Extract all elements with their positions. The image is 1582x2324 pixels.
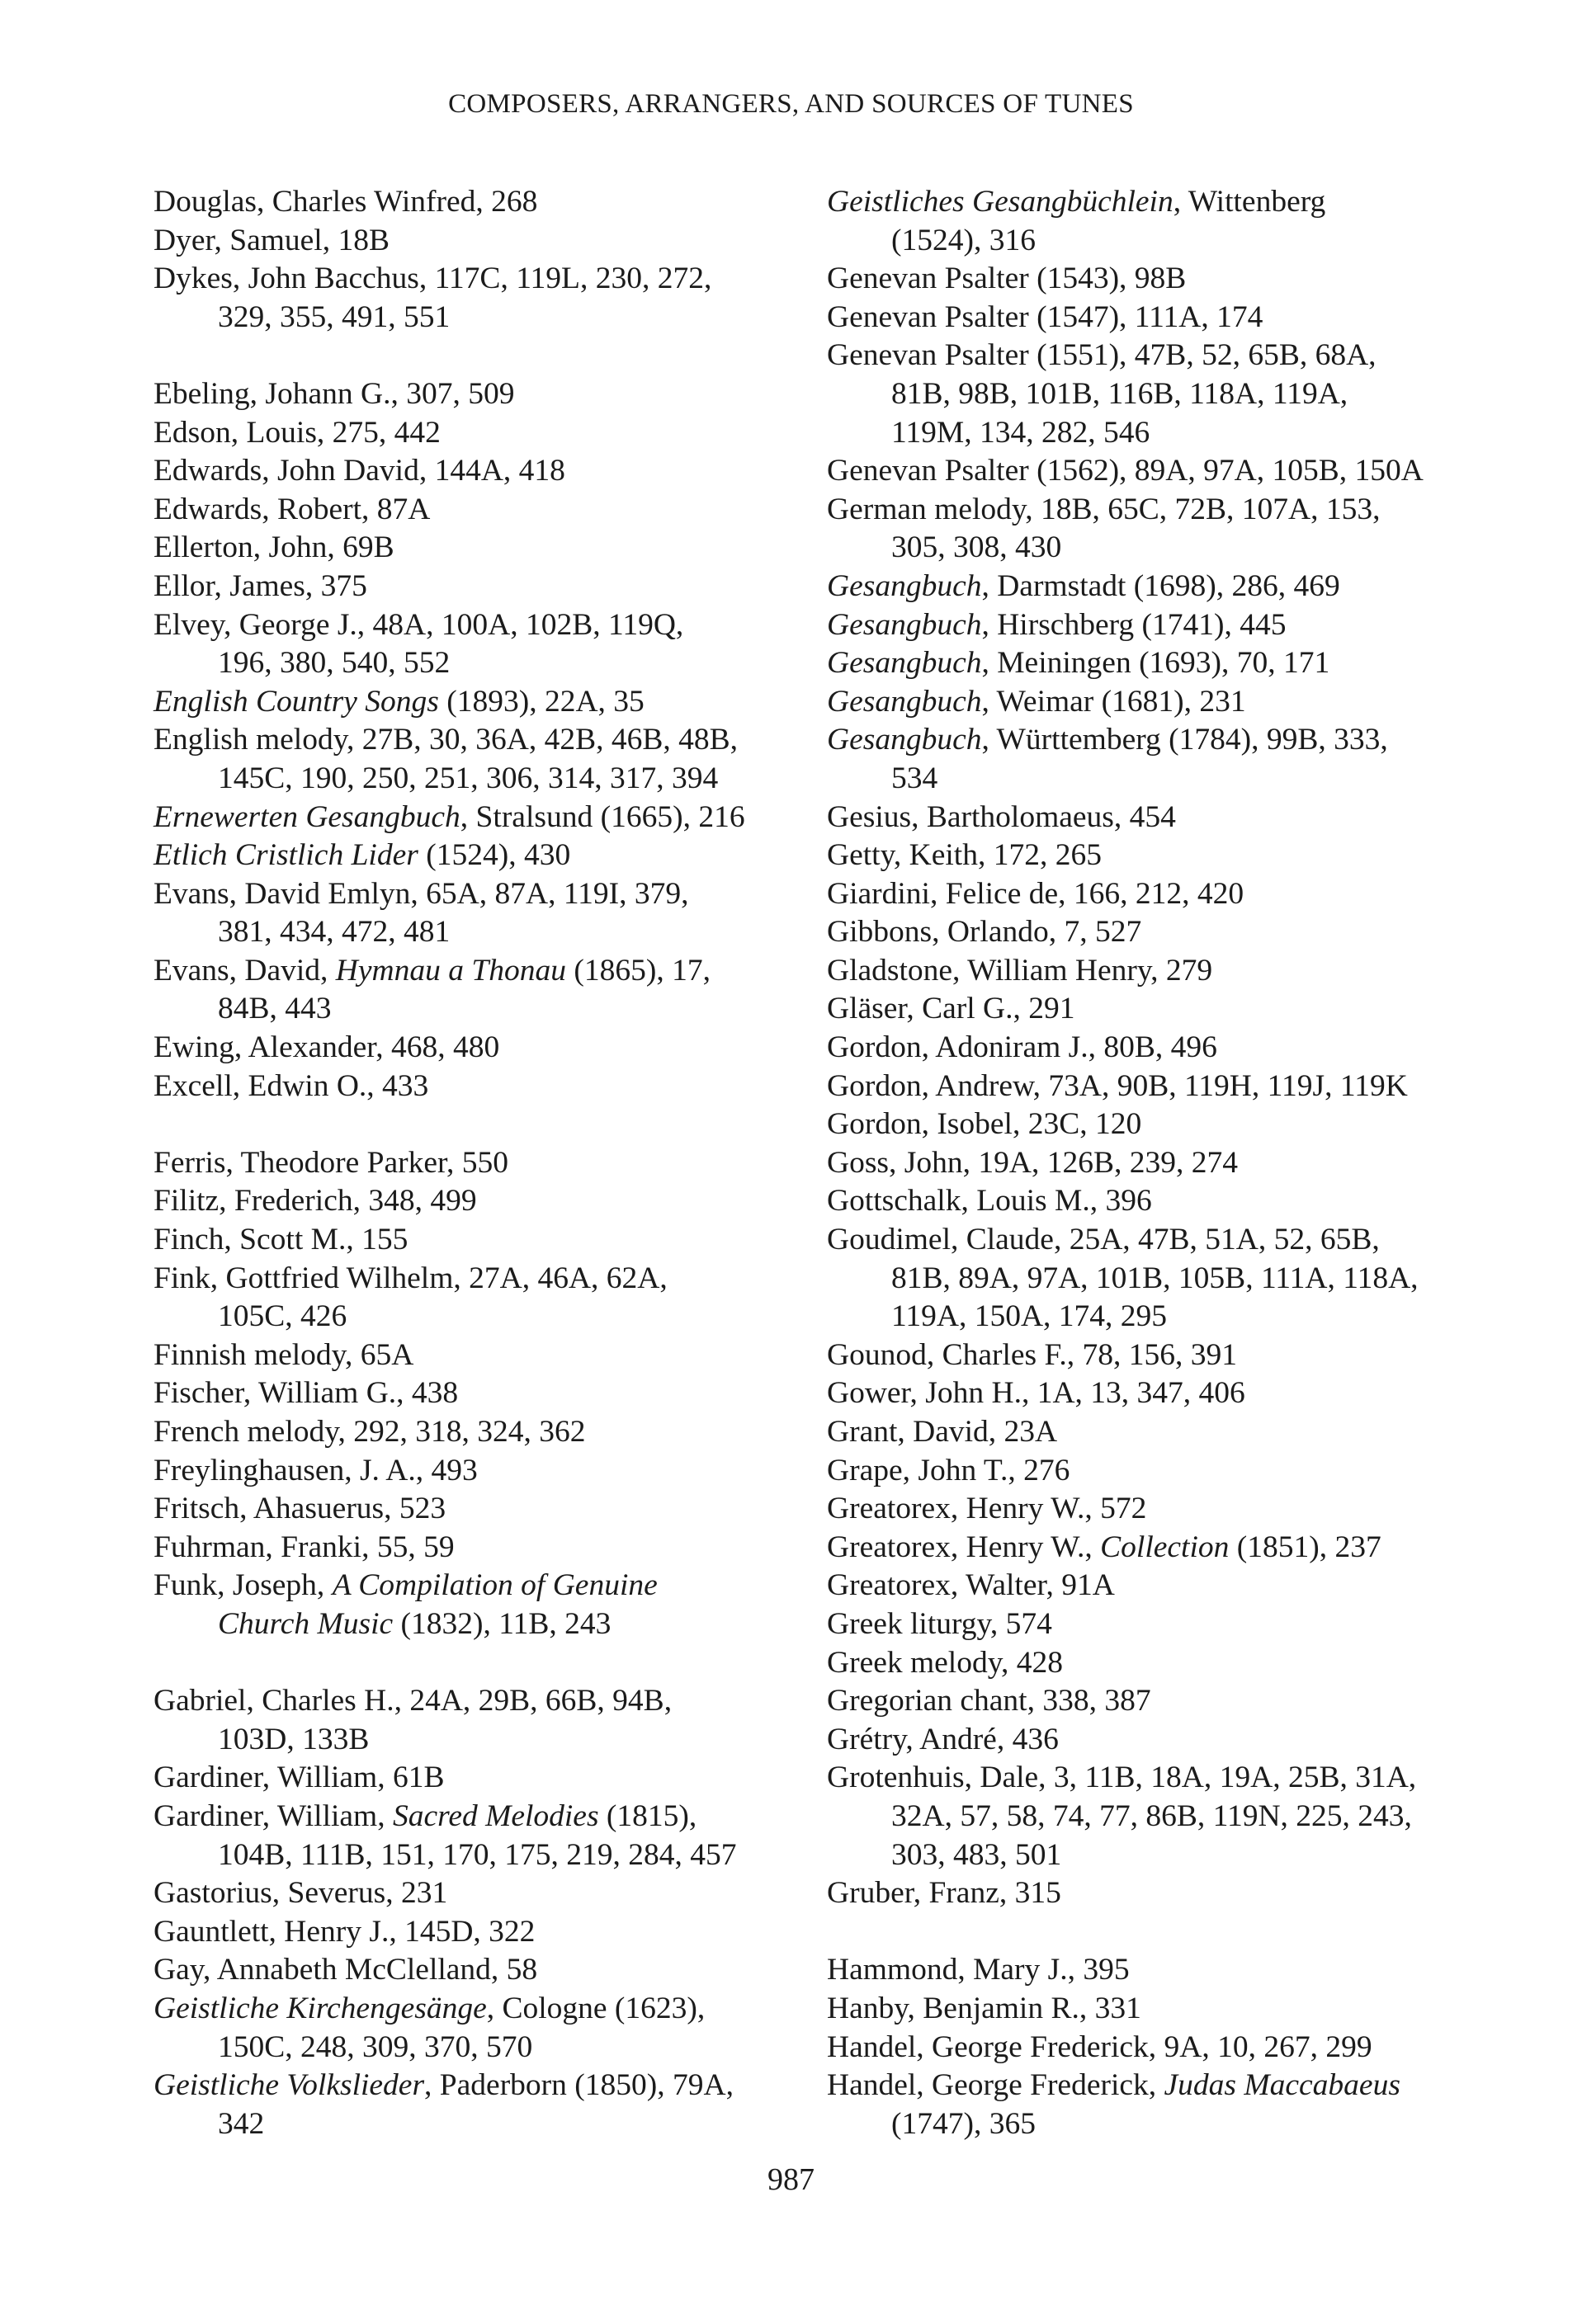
index-entry bbox=[827, 1413, 1454, 1452]
index-entry bbox=[827, 1182, 1454, 1221]
letter-group-gap bbox=[153, 337, 814, 375]
index-entry-title: Sacred Melodies bbox=[392, 1798, 599, 1833]
index-entry bbox=[153, 375, 814, 414]
index-entry bbox=[153, 1068, 814, 1106]
index-entry bbox=[153, 222, 814, 261]
index-entry-text: Finch, Scott M., 155 bbox=[153, 1223, 408, 1257]
index-entry bbox=[827, 1874, 1454, 1913]
index-entry bbox=[153, 1490, 814, 1529]
index-entry-text: Fink, Gottfried Wilhelm, 27A, 46A, 62A, 105C, 426 bbox=[153, 1261, 668, 1334]
index-entry bbox=[827, 1990, 1454, 2029]
index-entry-text: (1832), 11B, 243 bbox=[393, 1606, 612, 1641]
index-entry-text: Gordon, Andrew, 73A, 90B, 119H, 119J, 119K bbox=[827, 1068, 1408, 1103]
index-entry-text: , Hirschberg (1741), 445 bbox=[981, 607, 1287, 642]
index-entry bbox=[827, 1068, 1454, 1106]
letter-group-gap bbox=[827, 1913, 1454, 1952]
index-entry-title: Ernewerten Gesangbuch bbox=[153, 799, 460, 834]
index-entry bbox=[827, 1682, 1454, 1721]
index-entry bbox=[827, 721, 1454, 798]
index-entry bbox=[153, 952, 814, 1029]
index-entry bbox=[153, 1798, 814, 1874]
index-entry-title: Geistliche Volkslieder bbox=[153, 2068, 425, 2103]
index-entry-title: Geistliche Kirchengesänge bbox=[153, 1991, 487, 2025]
index-entry-title: Etlich Cristlich Lider bbox=[153, 838, 418, 873]
index-entry-text: Dyer, Samuel, 18B bbox=[153, 223, 390, 257]
index-entry bbox=[827, 491, 1454, 568]
index-entry-text: Fuhrman, Franki, 55, 59 bbox=[153, 1530, 455, 1564]
index-entry-title: Hymnau a Thonau bbox=[335, 953, 566, 988]
index-entry bbox=[153, 452, 814, 491]
index-entry bbox=[827, 2067, 1454, 2143]
index-entry-text: Elvey, George J., 48A, 100A, 102B, 119Q, 196, 380, 540, 552 bbox=[153, 607, 684, 681]
index-entry bbox=[827, 568, 1454, 606]
index-entry bbox=[827, 913, 1454, 952]
index-entry-text: Ferris, Theodore Parker, 550 bbox=[153, 1145, 508, 1180]
index-entry bbox=[153, 1452, 814, 1491]
index-entry-text: Handel, George Frederick, bbox=[827, 2068, 1164, 2103]
index-entry-text: (1893), 22A, 35 bbox=[438, 684, 645, 719]
index-entry-text: Funk, Joseph, bbox=[153, 1568, 333, 1603]
index-entry-text: , Württemberg (1784), 99B, 333, 534 bbox=[891, 723, 1388, 795]
index-entry bbox=[827, 1144, 1454, 1183]
index-entry bbox=[827, 1105, 1454, 1144]
index-entry-text: , Paderborn (1850), 79A, 342 bbox=[218, 2068, 734, 2141]
index-entry-text: Gounod, Charles F., 78, 156, 391 bbox=[827, 1337, 1237, 1372]
index-entry-title: Collection bbox=[1100, 1530, 1230, 1564]
index-entry-text: Hanby, Benjamin R., 331 bbox=[827, 1991, 1141, 2025]
index-entry bbox=[827, 2029, 1454, 2067]
index-entry bbox=[153, 606, 814, 683]
index-entry bbox=[153, 683, 814, 722]
index-entry-text: Douglas, Charles Winfred, 268 bbox=[153, 185, 538, 219]
index-entry bbox=[827, 1029, 1454, 1068]
index-entry bbox=[153, 260, 814, 337]
index-entry bbox=[827, 606, 1454, 645]
index-entry-title: English Country Songs bbox=[153, 684, 439, 719]
index-entry bbox=[827, 1721, 1454, 1760]
index-entry-text: Giardini, Felice de, 166, 212, 420 bbox=[827, 876, 1244, 911]
index-entry-text: English melody, 27B, 30, 36A, 42B, 46B, 48B, 145C, 190, 250, 251, 306, 314, 317, 394 bbox=[153, 723, 739, 795]
index-entry bbox=[827, 837, 1454, 875]
index-column-left bbox=[153, 183, 814, 2143]
index-entry-text: Grotenhuis, Dale, 3, 11B, 18A, 19A, 25B, 31A, 32A, 57, 58, 74, 77, 86B, 119N, 225, 243, 303, 483, 501 bbox=[827, 1761, 1417, 1872]
index-entry-text: Genevan Psalter (1543), 98B bbox=[827, 262, 1187, 296]
index-entry-text: Fritsch, Ahasuerus, 523 bbox=[153, 1492, 446, 1526]
index-entry-text: Greatorex, Henry W., bbox=[827, 1530, 1101, 1564]
index-entry-text: Goss, John, 19A, 126B, 239, 274 bbox=[827, 1145, 1238, 1180]
index-entry-title: Judas Maccabaeus bbox=[1164, 2068, 1400, 2103]
index-entry-text: Gauntlett, Henry J., 145D, 322 bbox=[153, 1914, 536, 1949]
index-entry-text: Gay, Annabeth McClelland, 58 bbox=[153, 1953, 538, 1987]
index-entry-title: Geistliches Gesangbüchlein bbox=[827, 185, 1174, 219]
index-entry bbox=[153, 1336, 814, 1375]
index-entry bbox=[153, 1529, 814, 1567]
index-entry-title: Gesangbuch bbox=[827, 607, 982, 642]
index-entry bbox=[153, 1413, 814, 1452]
index-entry bbox=[827, 1567, 1454, 1605]
index-entry-text: Grétry, André, 436 bbox=[827, 1722, 1059, 1756]
index-entry-text: Grape, John T., 276 bbox=[827, 1453, 1070, 1487]
index-entry-text: Gibbons, Orlando, 7, 527 bbox=[827, 915, 1142, 950]
index-entry-text: Greatorex, Henry W., 572 bbox=[827, 1492, 1147, 1526]
index-entry bbox=[153, 1260, 814, 1336]
index-entry bbox=[827, 1374, 1454, 1413]
letter-group-gap bbox=[153, 1644, 814, 1683]
index-entry bbox=[153, 1144, 814, 1183]
index-entry bbox=[153, 1029, 814, 1068]
index-entry-text: Ellor, James, 375 bbox=[153, 568, 367, 603]
index-entry-text: Greek liturgy, 574 bbox=[827, 1606, 1052, 1641]
index-entry-text: , Weimar (1681), 231 bbox=[981, 684, 1246, 719]
index-entry bbox=[827, 299, 1454, 337]
index-entry-text: Gastorius, Severus, 231 bbox=[153, 1876, 448, 1911]
index-entry bbox=[827, 1529, 1454, 1567]
index-entry-text: Gower, John H., 1A, 13, 347, 406 bbox=[827, 1376, 1245, 1411]
index-entry-text: Gabriel, Charles H., 24A, 29B, 66B, 94B, 103D, 133B bbox=[153, 1684, 673, 1756]
page-number: 987 bbox=[767, 2162, 815, 2197]
index-entry-title: Gesangbuch bbox=[827, 723, 982, 757]
index-entry-text: Goudimel, Claude, 25A, 47B, 51A, 52, 65B, 81B, 89A, 97A, 101B, 105B, 111A, 118A, 119A, 150A, 174, 295 bbox=[827, 1223, 1419, 1334]
index-entry bbox=[827, 799, 1454, 837]
index-entry-text: , Darmstadt (1698), 286, 469 bbox=[981, 568, 1340, 603]
index-entry-text: Genevan Psalter (1547), 111A, 174 bbox=[827, 299, 1263, 334]
index-entry-text: Evans, David Emlyn, 65A, 87A, 119I, 379, 381, 434, 472, 481 bbox=[153, 876, 689, 950]
index-entry-text: Getty, Keith, 172, 265 bbox=[827, 838, 1102, 873]
index-entry-text: Edson, Louis, 275, 442 bbox=[153, 415, 441, 450]
index-entry bbox=[827, 1759, 1454, 1874]
index-entry-text: Dykes, John Bacchus, 117C, 119L, 230, 272, 329, 355, 491, 551 bbox=[153, 262, 712, 334]
index-entry-text: Gläser, Carl G., 291 bbox=[827, 992, 1075, 1026]
index-entry bbox=[153, 1874, 814, 1913]
index-entry-text: (1851), 237 bbox=[1229, 1530, 1381, 1564]
index-entry-text: Gottschalk, Louis M., 396 bbox=[827, 1184, 1152, 1219]
index-entry bbox=[153, 1682, 814, 1759]
letter-group-gap bbox=[153, 1105, 814, 1144]
index-entry bbox=[827, 952, 1454, 991]
index-entry-text: Hammond, Mary J., 395 bbox=[827, 1953, 1130, 1987]
index-column-right bbox=[827, 183, 1454, 2143]
index-entry-text: Grant, David, 23A bbox=[827, 1415, 1058, 1449]
index-entry bbox=[153, 1759, 814, 1798]
index-entry-text: Gregorian chant, 338, 387 bbox=[827, 1684, 1151, 1718]
index-entry-text: Evans, David, bbox=[153, 953, 336, 988]
index-entry bbox=[827, 683, 1454, 722]
index-entry bbox=[153, 1374, 814, 1413]
index-entry-text: Gordon, Isobel, 23C, 120 bbox=[827, 1107, 1142, 1142]
index-entry bbox=[827, 1452, 1454, 1491]
index-entry bbox=[153, 2067, 814, 2143]
index-entry bbox=[827, 644, 1454, 683]
index-entry-text: Edwards, John David, 144A, 418 bbox=[153, 454, 565, 488]
index-entry-text: (1524), 430 bbox=[418, 838, 571, 873]
index-entry-title: Gesangbuch bbox=[827, 568, 982, 603]
index-entry bbox=[153, 1221, 814, 1260]
index-entry-text: Gruber, Franz, 315 bbox=[827, 1876, 1061, 1911]
index-entry-text: Gordon, Adoniram J., 80B, 496 bbox=[827, 1030, 1217, 1065]
index-entry bbox=[153, 1567, 814, 1643]
index-entry-text: Greatorex, Walter, 91A bbox=[827, 1568, 1115, 1603]
index-entry-text: Filitz, Frederich, 348, 499 bbox=[153, 1184, 477, 1219]
index-entry-text: Finnish melody, 65A bbox=[153, 1337, 414, 1372]
index-entry-text: Genevan Psalter (1562), 89A, 97A, 105B, 150A bbox=[827, 454, 1424, 488]
index-entry bbox=[827, 183, 1454, 260]
index-entry-text: , Wittenberg (1524), 316 bbox=[891, 185, 1326, 257]
index-entry-text: Greek melody, 428 bbox=[827, 1645, 1064, 1680]
index-entry bbox=[827, 1490, 1454, 1529]
index-entry-text: Freylinghausen, J. A., 493 bbox=[153, 1453, 478, 1487]
index-entry bbox=[827, 337, 1454, 452]
index-entry bbox=[827, 260, 1454, 299]
index-entry-text: Handel, George Frederick, 9A, 10, 267, 299 bbox=[827, 2029, 1372, 2064]
index-entry-title: A Compilation of Genuine Church Music bbox=[218, 1568, 658, 1641]
index-entry bbox=[153, 1990, 814, 2067]
index-entry bbox=[827, 1605, 1454, 1644]
index-entry bbox=[827, 1951, 1454, 1990]
index-entry bbox=[827, 1336, 1454, 1375]
index-entry-text: (1815), 104B, 111B, 151, 170, 175, 219, 284, 457 bbox=[218, 1798, 737, 1872]
index-entry bbox=[153, 799, 814, 837]
index-entry-text: Gardiner, William, 61B bbox=[153, 1761, 445, 1795]
index-entry-text: Ewing, Alexander, 468, 480 bbox=[153, 1030, 500, 1065]
index-entry bbox=[153, 1182, 814, 1221]
running-head: COMPOSERS, ARRANGERS, AND SOURCES OF TUNES bbox=[448, 89, 1134, 119]
index-entry-text: , Meiningen (1693), 70, 171 bbox=[981, 646, 1330, 681]
index-entry bbox=[153, 183, 814, 222]
index-entry bbox=[153, 721, 814, 798]
index-entry bbox=[827, 1644, 1454, 1683]
index-entry bbox=[153, 414, 814, 453]
index-entry bbox=[153, 1913, 814, 1952]
index-entry bbox=[153, 529, 814, 568]
index-entry-title: Gesangbuch bbox=[827, 684, 982, 719]
index-entry-text: Fischer, William G., 438 bbox=[153, 1376, 459, 1411]
index-entry bbox=[827, 1221, 1454, 1336]
index-entry bbox=[827, 875, 1454, 914]
index-entry-text: Edwards, Robert, 87A bbox=[153, 492, 431, 526]
index-entry-text: French melody, 292, 318, 324, 362 bbox=[153, 1415, 586, 1449]
index-entry-text: Ellerton, John, 69B bbox=[153, 530, 394, 565]
index-entry bbox=[153, 1951, 814, 1990]
index-entry bbox=[153, 837, 814, 875]
index-entry bbox=[827, 990, 1454, 1029]
index-entry-text: Ebeling, Johann G., 307, 509 bbox=[153, 376, 515, 411]
index-entry-title: Gesangbuch bbox=[827, 646, 982, 681]
index-entry-text: , Cologne (1623), 150C, 248, 309, 370, 570 bbox=[218, 1991, 706, 2064]
index-entry-text: , Stralsund (1665), 216 bbox=[460, 799, 745, 834]
index-entry-text: (1865), 17, 84B, 443 bbox=[218, 953, 711, 1026]
index-entry-text: Genevan Psalter (1551), 47B, 52, 65B, 68A, 81B, 98B, 101B, 116B, 118A, 119A, 119M, 134, 282, 546 bbox=[827, 338, 1377, 450]
index-entry bbox=[153, 568, 814, 606]
index-entry-text: Gesius, Bartholomaeus, 454 bbox=[827, 799, 1176, 834]
index-entry-text: German melody, 18B, 65C, 72B, 107A, 153, 305, 308, 430 bbox=[827, 492, 1381, 565]
index-entry bbox=[827, 452, 1454, 491]
index-entry-text: Gladstone, William Henry, 279 bbox=[827, 953, 1213, 988]
index-entry-text: (1747), 365 bbox=[891, 2106, 1036, 2141]
index-entry-text: Excell, Edwin O., 433 bbox=[153, 1068, 429, 1103]
index-entry bbox=[153, 491, 814, 530]
index-entry-text: Gardiner, William, bbox=[153, 1798, 393, 1833]
index-entry bbox=[153, 875, 814, 952]
